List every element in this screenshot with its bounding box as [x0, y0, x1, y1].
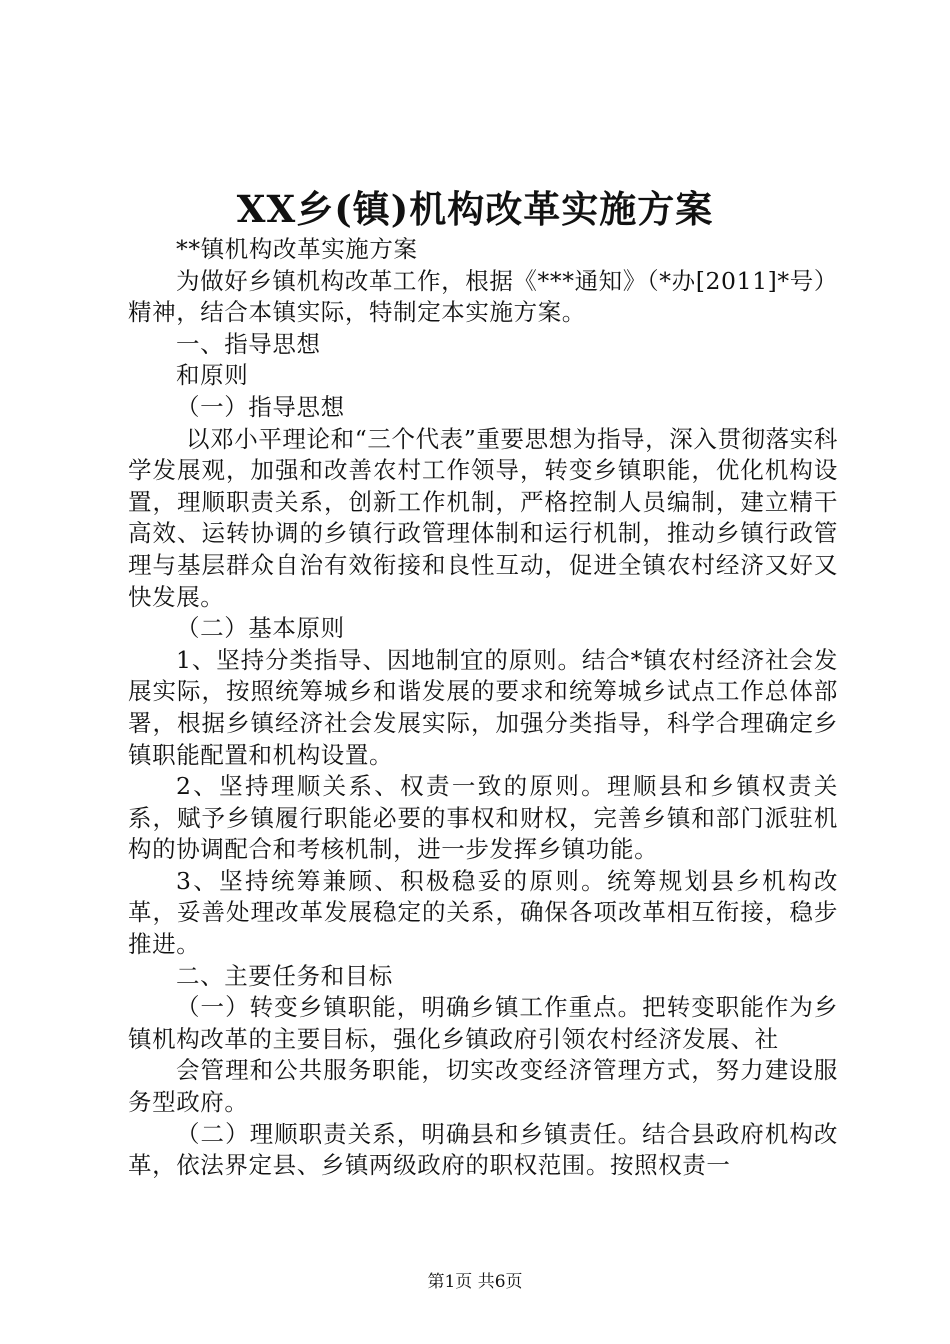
heading-principles-continuation: 和原则	[176, 361, 249, 390]
paragraph-subtitle: **镇机构改革实施方案	[176, 235, 418, 263]
heading-main-tasks: 二、主要任务和目标	[176, 961, 393, 990]
paragraph-task-1-continuation: 会管理和公共服务职能，切实改变经济管理方式，努力建设服务型政府。	[128, 1056, 838, 1117]
subheading-guiding-thought: （一）指导思想	[176, 392, 345, 421]
paragraph-task-2: （二）理顺职责关系，明确县和乡镇责任。结合县政府机构改革，依法界定县、乡镇两级政府的职权范围。按照权责一	[128, 1119, 838, 1180]
paragraph-guiding-thought: 以邓小平理论和“三个代表”重要思想为指导，深入贯彻落实科学发展观，加强和改善农村工作领导，转变乡镇职能，优化机构设置，理顺职责关系，创新工作机制，严格控制人员编制，建立精干高效、运转协调的乡镇行政管理体制和运行机制，推动乡镇行政管理与基层群众自治有效衔接和良性互动，促进全镇农村经济又好又快发展。	[128, 424, 838, 611]
document-body	[128, 234, 838, 1182]
paragraph-principle-3: 3、坚持统筹兼顾、积极稳妥的原则。统筹规划县乡机构改革，妥善处理改革发展稳定的关系，确保各项改革相互衔接，稳步推进。	[128, 866, 838, 959]
paragraph-principle-1: 1、坚持分类指导、因地制宜的原则。结合*镇农村经济社会发展实际，按照统筹城乡和谐发展的要求和统筹城乡试点工作总体部署，根据乡镇经济社会发展实际，加强分类指导，科学合理确定乡镇职能配置和机构设置。	[128, 645, 838, 769]
subheading-basic-principles: （二）基本原则	[176, 614, 345, 643]
page-footer: 第1页 共6页	[427, 1272, 523, 1292]
paragraph-task-1: （一）转变乡镇职能，明确乡镇工作重点。把转变职能作为乡镇机构改革的主要目标，强化乡镇政府引领农村经济发展、社	[128, 993, 838, 1053]
paragraph-intro: 为做好乡镇机构改革工作，根据《***通知》（*办[2011]*号）精神，结合本镇实际，特制定本实施方案。	[128, 266, 838, 327]
heading-guiding-thought: 一、指导思想	[176, 329, 321, 358]
document-title: XX乡(镇)机构改革实施方案	[236, 187, 714, 231]
paragraph-principle-2: 2、坚持理顺关系、权责一致的原则。理顺县和乡镇权责关系，赋予乡镇履行职能必要的事权和财权，完善乡镇和部门派驻机构的协调配合和考核机制，进一步发挥乡镇功能。	[128, 772, 838, 864]
